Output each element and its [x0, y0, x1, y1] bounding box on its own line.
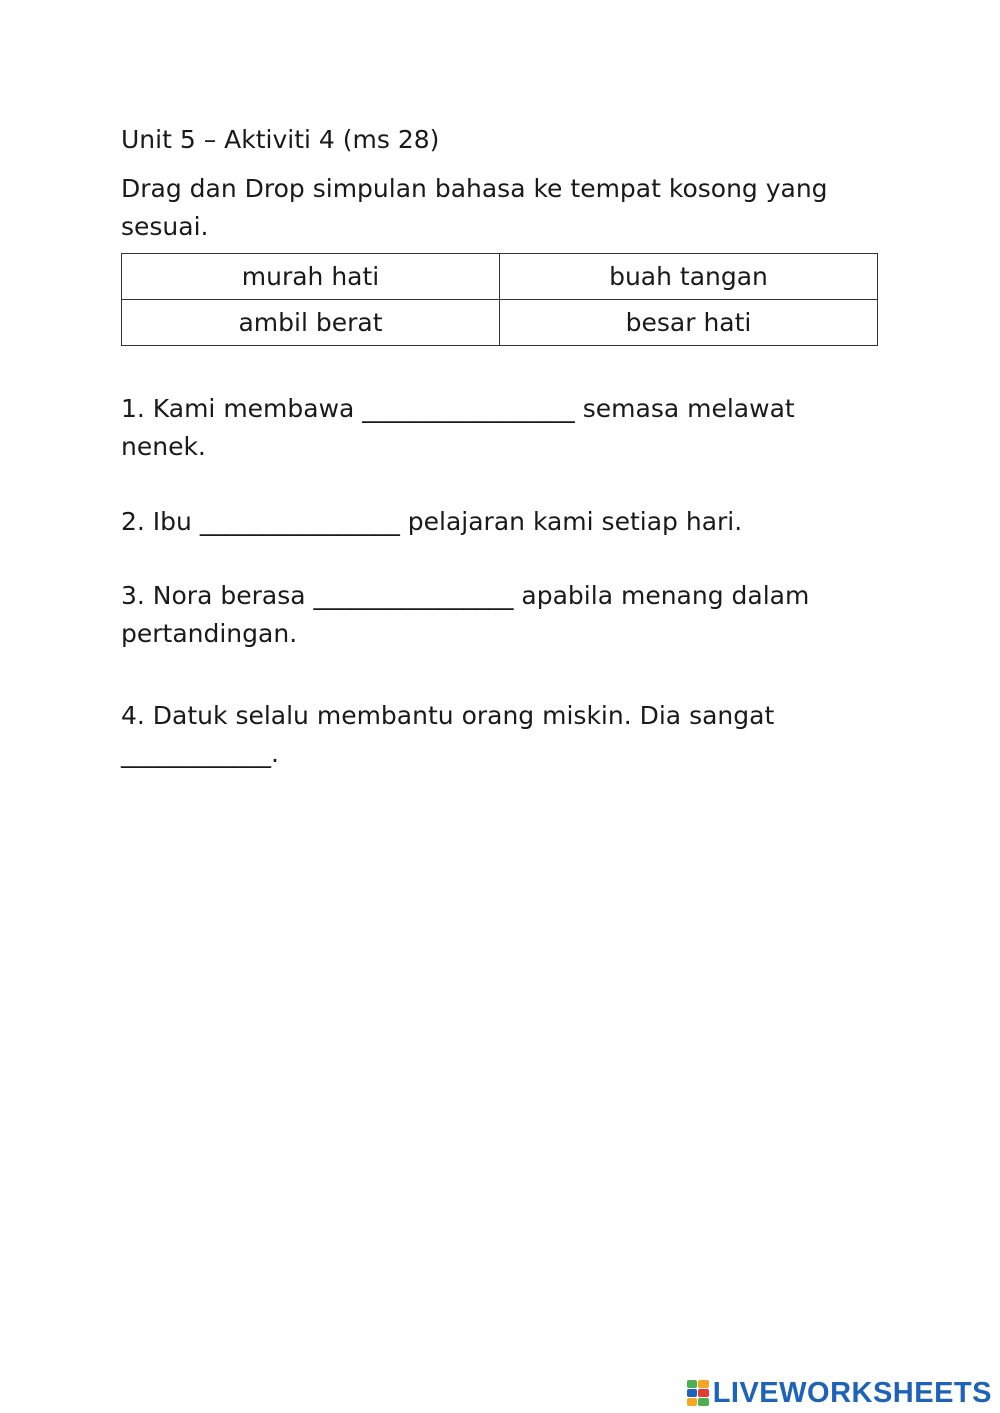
- word-option-buah-tangan[interactable]: buah tangan: [500, 254, 878, 300]
- liveworksheets-logo: [687, 1376, 992, 1410]
- question-3: 3. Nora berasa ________________ apabila menang dalam pertandingan.: [121, 581, 810, 648]
- question-4: 4. Datuk selalu membantu orang miskin. Dia sangat ____________.: [121, 701, 775, 768]
- word-option-ambil-berat[interactable]: ambil berat: [122, 300, 500, 346]
- worksheet-title: Unit 5 – Aktiviti 4 (ms 28): [121, 125, 440, 154]
- question-1: 1. Kami membawa _________________ semasa melawat nenek.: [121, 394, 795, 461]
- word-option-murah-hati[interactable]: murah hati: [122, 254, 500, 300]
- word-option-besar-hati[interactable]: besar hati: [500, 300, 878, 346]
- logo-text: LIVEWORKSHEETS: [712, 1376, 992, 1409]
- question-2: 2. Ibu ________________ pelajaran kami setiap hari.: [121, 507, 743, 536]
- word-bank-row: [122, 254, 878, 300]
- instruction-text: Drag dan Drop simpulan bahasa ke tempat kosong yang sesuai.: [121, 174, 828, 241]
- logo-blocks-icon: [687, 1380, 709, 1406]
- word-bank-table: [121, 253, 878, 346]
- word-bank-row: [122, 300, 878, 346]
